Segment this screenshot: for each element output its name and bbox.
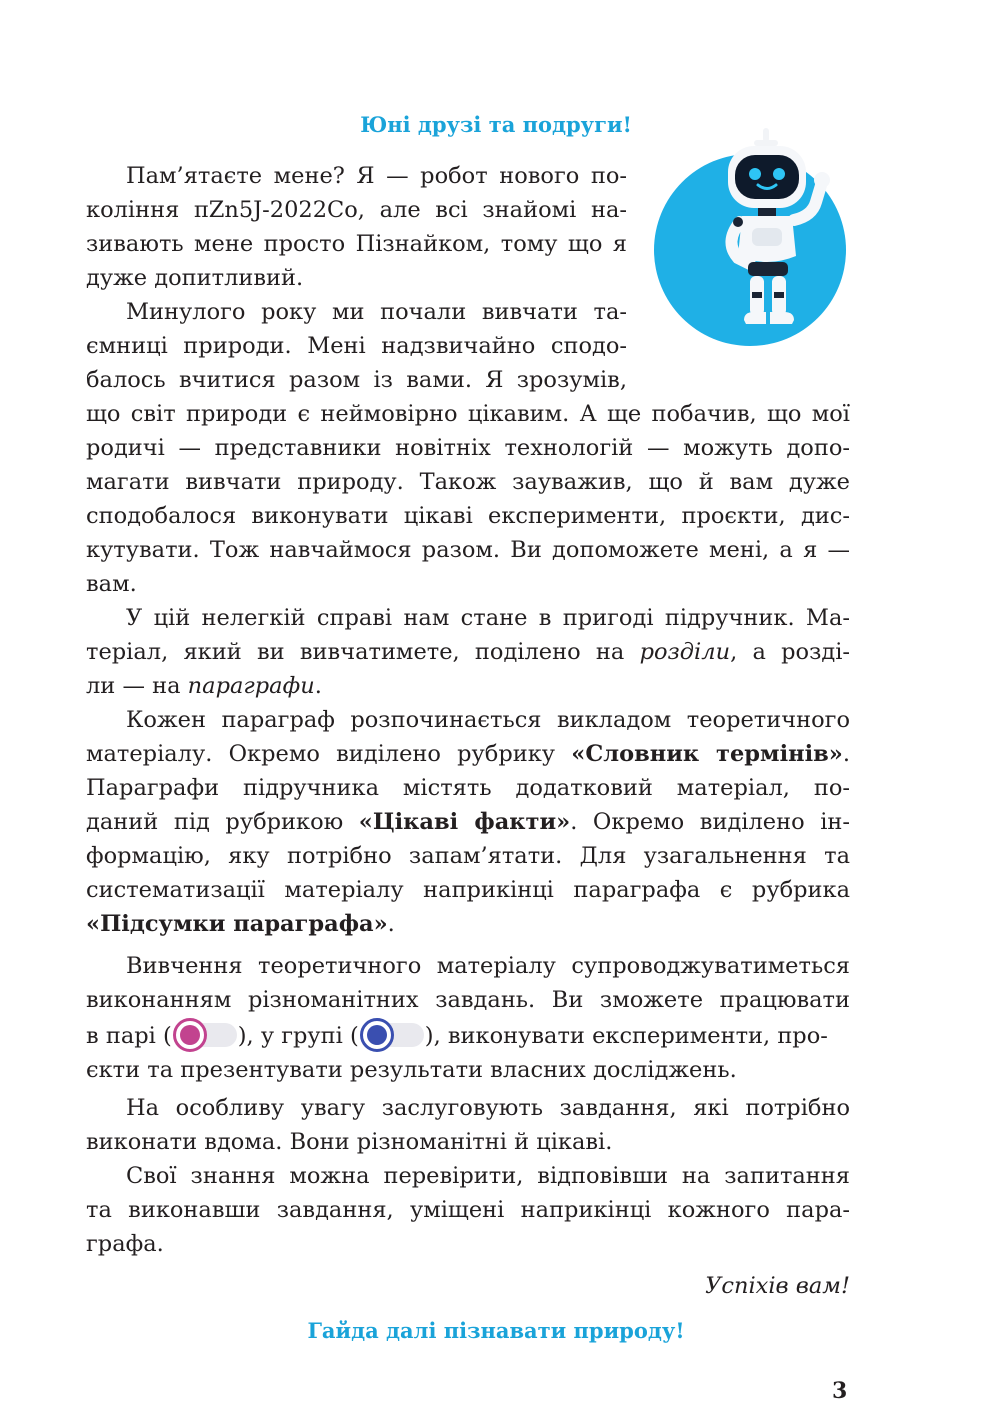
- text-line: зивають мене просто Пізнайком, тому що я: [86, 231, 627, 257]
- page-number: 3: [832, 1378, 848, 1404]
- robot-illustration: [646, 124, 858, 346]
- text-span: .: [842, 741, 850, 767]
- text-line: графа.: [86, 1231, 164, 1257]
- text-span: . Окремо виділено ін-: [570, 809, 850, 835]
- text-line: Минулого року ми почали вивчати та-: [126, 299, 627, 325]
- text-line: ємниці природи. Мені надзвичайно сподо-: [86, 333, 627, 359]
- text-span: .: [387, 911, 395, 937]
- text-line: [86, 805, 850, 839]
- text-line: вам.: [86, 571, 137, 597]
- rubric-name: «Словник термінів»: [571, 741, 843, 767]
- text-line: Пам’ятаєте мене? Я — робот нового по-: [126, 163, 627, 189]
- text-line: дуже допитливий.: [86, 265, 304, 291]
- text-line: [86, 669, 850, 703]
- closing-heading: Гайда далі пізнавати природу!: [307, 1318, 685, 1343]
- text-line: На особливу увагу заслуговують завдання, які потрібно: [126, 1095, 850, 1121]
- text-span: , а розді-: [730, 639, 850, 665]
- rubric-name: «Підсумки параграфа»: [86, 911, 388, 937]
- text-span: .: [314, 673, 322, 699]
- text-line: [86, 635, 850, 669]
- text-line: систематизації матеріалу наприкінці параграфа є рубрика: [86, 877, 850, 903]
- text-span: ), виконувати експерименти, про-: [424, 1023, 828, 1049]
- page-heading: Юні друзі та подруги!: [360, 112, 632, 137]
- emphasis-text: розділи: [639, 639, 731, 665]
- text-line: [86, 907, 850, 941]
- text-line: формацію, яку потрібно запам’ятати. Для узагальнення та: [86, 843, 850, 869]
- text-line: виконати вдома. Вони різноманітні й цікаві.: [86, 1129, 613, 1155]
- text-line: сподобалося виконувати цікаві експерименти, проєкти, дис-: [86, 503, 850, 529]
- text-line: єкти та презентувати результати власних досліджень.: [86, 1057, 737, 1083]
- text-span: в парі (: [86, 1023, 172, 1049]
- text-line: [86, 1019, 850, 1053]
- pair-work-icon: [173, 1022, 237, 1048]
- text-line: магати вивчати природу. Також зауважив, що й вам дуже: [86, 469, 850, 495]
- text-line: Свої знання можна перевірити, відповівши на запитання: [126, 1163, 850, 1189]
- text-span: ли — на: [86, 673, 188, 699]
- text-span: ), у групі (: [237, 1023, 359, 1049]
- text-span: матеріалу. Окремо виділено рубрику: [86, 741, 572, 767]
- text-line: Параграфи підручника містять додатковий матеріал, по-: [86, 775, 850, 801]
- emphasis-text: параграфи: [187, 673, 315, 699]
- text-line: Вивчення теоретичного матеріалу супроводжуватиметься: [126, 953, 850, 979]
- text-line: балось вчитися разом із вами. Я зрозумів,: [86, 367, 627, 393]
- text-line: що світ природи є неймовірно цікавим. А ще побачив, що мої: [86, 401, 850, 427]
- text-span: даний під рубрикою: [86, 809, 359, 835]
- text-line: та виконавши завдання, уміщені наприкінці кожного пара-: [86, 1197, 850, 1223]
- text-span: теріал, який ви вивчатимете, поділено на: [86, 639, 640, 665]
- text-line: [86, 737, 850, 771]
- signoff-text: Успіхів вам!: [705, 1273, 850, 1299]
- text-line: Кожен параграф розпочинається викладом теоретичного: [126, 707, 850, 733]
- text-line: родичі — представники новітніх технологій — можуть допо-: [86, 435, 850, 461]
- text-line: коління πZn5J-2022Co, але всі знайомі на-: [86, 197, 627, 223]
- text-line: У цій нелегкій справі нам стане в пригоді підручник. Ма-: [126, 605, 850, 631]
- rubric-name: «Цікаві факти»: [358, 809, 571, 835]
- group-work-icon: [360, 1022, 424, 1048]
- text-line: кутувати. Тож навчаймося разом. Ви допоможете мені, а я —: [86, 537, 850, 563]
- text-line: виконанням різноманітних завдань. Ви зможете працювати: [86, 987, 850, 1013]
